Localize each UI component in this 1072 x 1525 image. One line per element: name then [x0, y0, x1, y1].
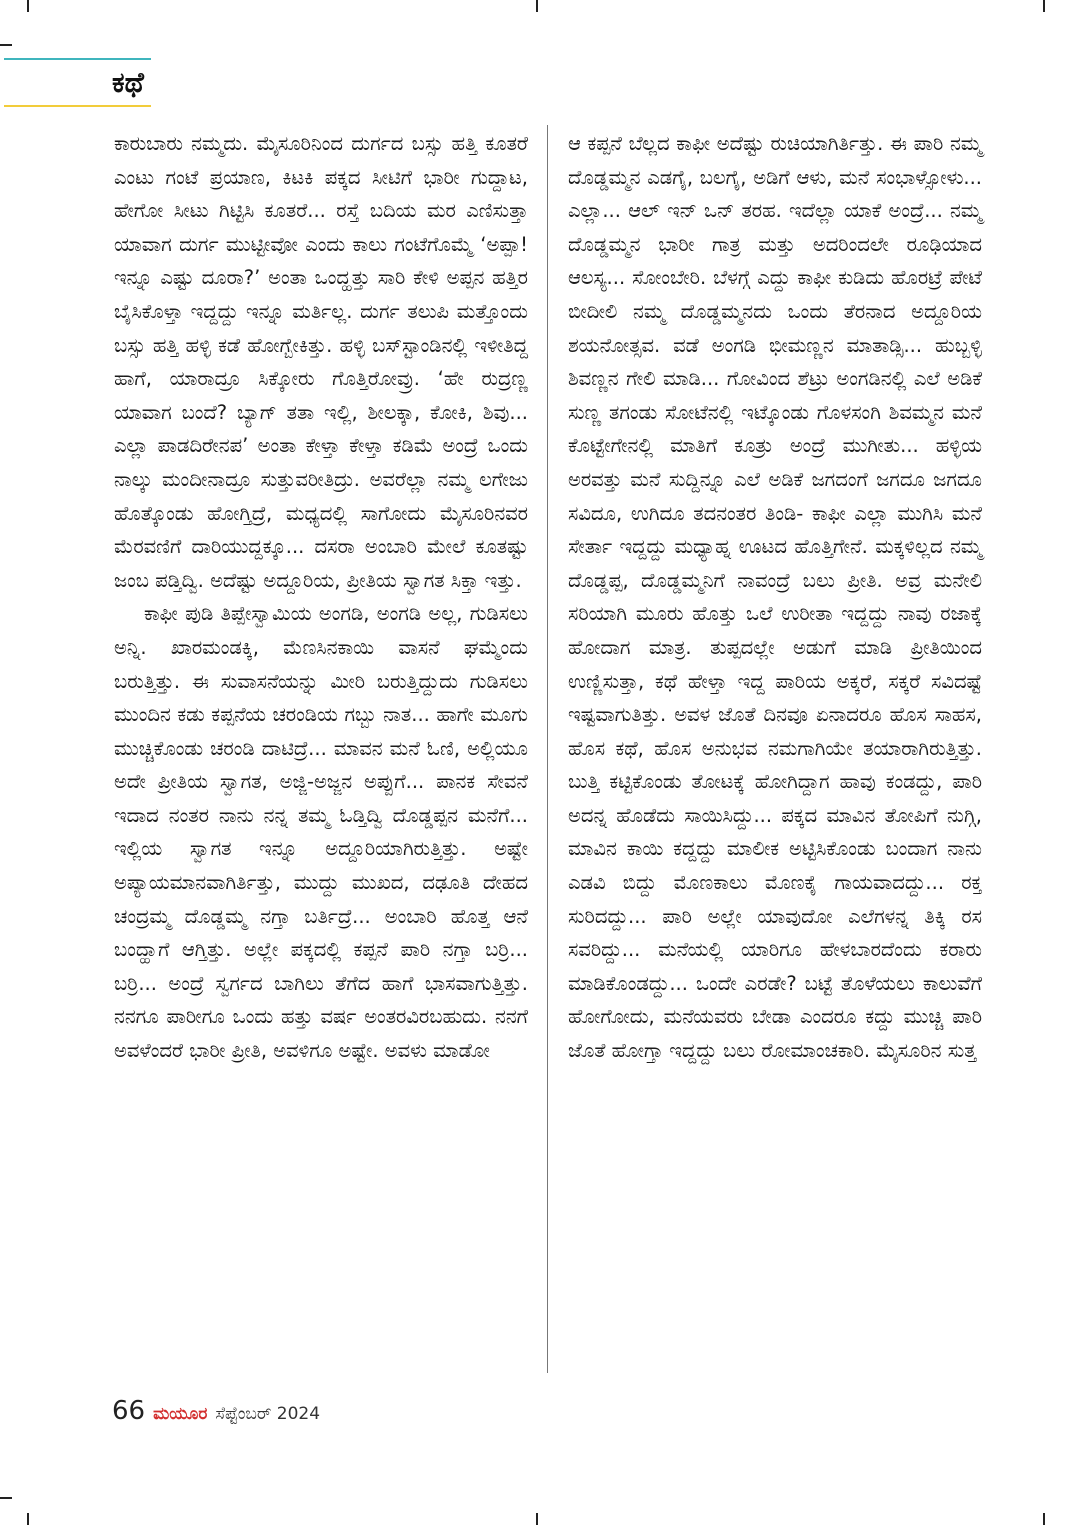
- magazine-logo: ಮಯೂರ: [153, 1404, 208, 1424]
- page-number: 66: [112, 1396, 146, 1426]
- article-column-right: [568, 127, 982, 1068]
- crop-mark: [27, 0, 29, 12]
- article-column-left: [114, 127, 528, 1068]
- paragraph: ಆ ಕಪ್ಪನೆ ಬೆಲ್ಲದ ಕಾಫೀ ಅದೆಷ್ಟು ರುಚಿಯಾಗಿರ್ತಿತ್ತು. ಈ ಪಾರಿ ನಮ್ಮ ದೊಡ್ಡಮ್ಮನ ಎಡಗೈ, ಬಲಗೈ, ಅಡಿಗೆ ಆಳು, ಮನೆ ಸಂಭಾಳ್ಸೋಳು... ಎಲ್ಲಾ... ಆಲ್ ಇನ್ ಒನ್ ತರಹ. ಇದೆಲ್ಲಾ ಯಾಕೆ ಅಂದ್ರೆ... ನಮ್ಮ ದೊಡ್ಡಮ್ಮನ ಭಾರೀ ಗಾತ್ರ ಮತ್ತು ಅದರಿಂದಲೇ ರೂಢಿಯಾದ ಆಲಸ್ಯ... ಸೋಂಬೇರಿ. ಬೆಳಗ್ಗೆ ಎದ್ದು ಕಾಫೀ ಕುಡಿದು ಹೊರಟ್ರೆ ಪೇಟೆ ಬೀದೀಲಿ ನಮ್ಮ ದೊಡ್ಡಮ್ಮನದು ಒಂದು ತೆರನಾದ ಅದ್ದೂರಿಯ ಶಯನೋತ್ಸವ. ವಡೆ ಅಂಗಡಿ ಭೀಮಣ್ಣನ ಮಾತಾಡ್ಸಿ... ಹುಬ್ಬಳ್ಳಿ ಶಿವಣ್ಣನ ಗೇಲಿ ಮಾಡಿ... ಗೋವಿಂದ ಶೆಟ್ರು ಅಂಗಡಿನಲ್ಲಿ ಎಲೆ ಅಡಿಕೆ ಸುಣ್ಣ ತಗಂಡು ಸೋಟೆನಲ್ಲಿ ಇಟ್ಕೊಂಡು ಗೊಳಸಂಗಿ ಶಿವಮ್ಮನ ಮನೆ ಕೊಟ್ಟೇಗೇನಲ್ಲಿ ಮಾತಿಗೆ ಕೂತ್ರು ಅಂದ್ರೆ ಮುಗೀತು... ಹಳ್ಳಿಯ ಅರವತ್ತು ಮನೆ ಸುದ್ದಿನ್ನೂ ಎಲೆ ಅಡಿಕೆ ಜಗದಂಗೆ ಜಗದೂ ಜಗದೂ ಸವಿದೂ, ಉಗಿದೂ ತದನಂತರ ತಿಂಡಿ- ಕಾಫೀ ಎಲ್ಲಾ ಮುಗಿಸಿ ಮನೆ ಸೇರ್ತಾ ಇದ್ದದ್ದು ಮಧ್ಯಾಹ್ನ ಊಟದ ಹೊತ್ತಿಗೇನೆ. ಮಕ್ಕಳಿಲ್ಲದ ನಮ್ಮ ದೊಡ್ಡಪ್ಪ, ದೊಡ್ಡಮ್ಮನಿಗೆ ನಾವಂದ್ರೆ ಬಲು ಪ್ರೀತಿ. ಅವ್ರ ಮನೇಲಿ ಸರಿಯಾಗಿ ಮೂರು ಹೊತ್ತು ಒಲೆ ಉರೀತಾ ಇದ್ದದ್ದು ನಾವು ರಜಾಕ್ಕೆ ಹೋದಾಗ ಮಾತ್ರ. ತುಪ್ಪದಲ್ಲೇ ಅಡುಗೆ ಮಾಡಿ ಪ್ರೀತಿಯಿಂದ ಉಣ್ಣಿಸುತ್ತಾ, ಕಥೆ ಹೇಳ್ತಾ ಇದ್ದ ಪಾರಿಯ ಅಕ್ಕರೆ, ಸಕ್ಕರೆ ಸವಿದಷ್ಟೆ ಇಷ್ಟವಾಗುತಿತ್ತು. ಅವಳ ಜೊತೆ ದಿನವೂ ಏನಾದರೂ ಹೊಸ ಸಾಹಸ, ಹೊಸ ಕಥೆ, ಹೊಸ ಅನುಭವ ನಮಗಾಗಿಯೇ ತಯಾರಾಗಿರುತ್ತಿತ್ತು. ಬುತ್ತಿ ಕಟ್ಟಿಕೊಂಡು ತೋಟಕ್ಕೆ ಹೋಗಿದ್ದಾಗ ಹಾವು ಕಂಡದ್ದು, ಪಾರಿ ಅದನ್ನ ಹೊಡೆದು ಸಾಯಿಸಿದ್ದು... ಪಕ್ಕದ ಮಾವಿನ ತೋಪಿಗೆ ನುಗ್ಗಿ, ಮಾವಿನ ಕಾಯಿ ಕದ್ದದ್ದು ಮಾಲೀಕ ಅಟ್ಟಿಸಿಕೊಂಡು ಬಂದಾಗ ನಾನು ಎಡವಿ ಬಿದ್ದು ಮೊಣಕಾಲು ಮೊಣಕೈ ಗಾಯವಾದದ್ದು... ರಕ್ತ ಸುರಿದದ್ದು... ಪಾರಿ ಅಲ್ಲೇ ಯಾವುದೋ ಎಲೆಗಳನ್ನ ತಿಕ್ಕಿ ರಸ ಸವರಿದ್ದು... ಮನೆಯಲ್ಲಿ ಯಾರಿಗೂ ಹೇಳಬಾರದೆಂದು ಕರಾರು ಮಾಡಿಕೊಂಡದ್ದು... ಒಂದೇ ಎರಡೇ? ಬಟ್ಟೆ ತೊಳೆಯಲು ಕಾಲುವೆಗೆ ಹೋಗೋದು, ಮನೆಯವರು ಬೇಡಾ ಎಂದರೂ ಕದ್ದು ಮುಚ್ಚಿ ಪಾರಿ ಜೊತೆ ಹೋಗ್ತಾ ಇದ್ದದ್ದು ಬಲು ರೋಮಾಂಚಕಾರಿ. ಮೈಸೂರಿನ ಸುತ್ತ: [568, 132, 982, 1063]
- crop-mark: [1043, 1513, 1045, 1525]
- header-rule-teal: [4, 58, 151, 60]
- header-rule-yellow: [4, 105, 151, 107]
- crop-mark: [536, 1513, 538, 1525]
- page-footer: [112, 1396, 320, 1428]
- paragraph: ಕಾರುಬಾರು ನಮ್ಮದು. ಮೈಸೂರಿನಿಂದ ದುರ್ಗದ ಬಸ್ಸು ಹತ್ತಿ ಕೂತರೆ ಎಂಟು ಗಂಟೆ ಪ್ರಯಾಣ, ಕಿಟಕಿ ಪಕ್ಕದ ಸೀಟಿಗೆ ಭಾರೀ ಗುದ್ದಾಟ, ಹೇಗೋ ಸೀಟು ಗಿಟ್ಟಿಸಿ ಕೂತರೆ... ರಸ್ತೆ ಬದಿಯ ಮರ ಎಣಿಸುತ್ತಾ ಯಾವಾಗ ದುರ್ಗ ಮುಟ್ಟೀವೋ ಎಂದು ಕಾಲು ಗಂಟೆಗೊಮ್ಮೆ ‘ಅಪ್ಪಾ! ಇನ್ನೂ ಎಷ್ಟು ದೂರಾ?’ ಅಂತಾ ಒಂದ್ಹತ್ತು ಸಾರಿ ಕೇಳಿ ಅಪ್ಪನ ಹತ್ತಿರ ಬೈಸಿಕೊಳ್ತಾ ಇದ್ದದ್ದು ಇನ್ನೂ ಮರ್ತಿಲ್ಲ. ದುರ್ಗ ತಲುಪಿ ಮತ್ತೊಂದು ಬಸ್ಸು ಹತ್ತಿ ಹಳ್ಳಿ ಕಡೆ ಹೋಗ್ಬೇಕಿತ್ತು. ಹಳ್ಳಿ ಬಸ್‌ಸ್ಟಾಂಡಿನಲ್ಲಿ ಇಳೀತಿದ್ದ ಹಾಗೆ, ಯಾರಾದ್ರೂ ಸಿಕ್ಕೋರು ಗೊತ್ತಿರೋವ್ರು. ‘ಹೇ ರುದ್ರಣ್ಣ ಯಾವಾಗ ಬಂದೆ? ಬ್ಯಾಗ್ ತತಾ ಇಲ್ಲಿ, ಶೀಲಕ್ಕಾ, ಕೋಕಿ, ಶಿವು... ಎಲ್ಲಾ ಪಾಡದಿರೇನಪ’ ಅಂತಾ ಕೇಳ್ತಾ ಕೇಳ್ತಾ ಕಡಿಮೆ ಅಂದ್ರೆ ಒಂದು ನಾಲ್ಕು ಮಂದೀನಾದ್ರೂ ಸುತ್ತುವರೀತಿದ್ರು. ಅವರೆಲ್ಲಾ ನಮ್ಮ ಲಗೇಜು ಹೊತ್ಕೊಂಡು ಹೋಗ್ತಿದ್ರೆ, ಮಧ್ಯದಲ್ಲಿ ಸಾಗೋದು ಮೈಸೂರಿನವರ ಮೆರವಣಿಗೆ ದಾರಿಯುದ್ದಕ್ಕೂ... ದಸರಾ ಅಂಬಾರಿ ಮೇಲೆ ಕೂತಷ್ಟು ಜಂಬ ಪಡ್ತಿದ್ವಿ. ಅದೆಷ್ಟು ಅದ್ದೂರಿಯ, ಪ್ರೀತಿಯ ಸ್ವಾಗತ ಸಿಕ್ತಾ ಇತ್ತು.: [114, 132, 528, 592]
- column-divider: [547, 125, 548, 1373]
- section-title: ಕಥೆ: [112, 66, 144, 99]
- crop-mark: [536, 0, 538, 12]
- crop-mark: [0, 1497, 12, 1499]
- crop-mark: [0, 44, 12, 46]
- crop-mark: [1043, 0, 1045, 12]
- issue-date: ಸೆಪ್ಟೆಂಬರ್ 2024: [215, 1404, 321, 1424]
- crop-mark: [27, 1513, 29, 1525]
- paragraph: ಕಾಫೀ ಪುಡಿ ತಿಪ್ಪೇಸ್ವಾಮಿಯ ಅಂಗಡಿ, ಅಂಗಡಿ ಅಲ್ಲ, ಗುಡಿಸಲು ಅನ್ನಿ. ಖಾರಮಂಡಕ್ಕಿ, ಮೆಣಸಿನಕಾಯಿ ವಾಸನೆ ಘಮ್ಮೆಂದು ಬರುತ್ತಿತ್ತು. ಈ ಸುವಾಸನೆಯನ್ನು ಮೀರಿ ಬರುತ್ತಿದ್ದುದು ಗುಡಿಸಲು ಮುಂದಿನ ಕಡು ಕಪ್ಪನೆಯ ಚರಂಡಿಯ ಗಬ್ಬು ನಾತ... ಹಾಗೇ ಮೂಗು ಮುಚ್ಚಿಕೊಂಡು ಚರಂಡಿ ದಾಟಿದ್ರೆ... ಮಾವನ ಮನೆ ಓಣಿ, ಅಲ್ಲಿಯೂ ಅದೇ ಪ್ರೀತಿಯ ಸ್ವಾಗತ, ಅಜ್ಜಿ-ಅಜ್ಜನ ಅಪ್ಪುಗೆ... ಪಾನಕ ಸೇವನೆ ಇದಾದ ನಂತರ ನಾನು ನನ್ನ ತಮ್ಮ ಓಡ್ತಿದ್ವಿ ದೊಡ್ಡಪ್ಪನ ಮನೆಗೆ... ಇಲ್ಲಿಯ ಸ್ವಾಗತ ಇನ್ನೂ ಅದ್ದೂರಿಯಾಗಿರುತ್ತಿತ್ತು. ಅಷ್ಟೇ ಅಪ್ಯಾಯಮಾನವಾಗಿರ್ತಿತ್ತು, ಮುದ್ದು ಮುಖದ, ದಢೂತಿ ದೇಹದ ಚಂದ್ರಮ್ಮ ದೊಡ್ಡಮ್ಮ ನಗ್ತಾ ಬರ್ತಿದ್ರೆ... ಅಂಬಾರಿ ಹೊತ್ತ ಆನೆ ಬಂದ್ಹಾಗೆ ಆಗ್ತಿತ್ತು. ಅಲ್ಲೇ ಪಕ್ಕದಲ್ಲಿ ಕಪ್ಪನೆ ಪಾರಿ ನಗ್ತಾ ಬರ್ರಿ... ಬರ್ರಿ... ಅಂದ್ರೆ ಸ್ವರ್ಗದ ಬಾಗಿಲು ತೆಗೆದ ಹಾಗೆ ಭಾಸವಾಗುತ್ತಿತ್ತು. ನನಗೂ ಪಾರೀಗೂ ಒಂದು ಹತ್ತು ವರ್ಷ ಅಂತರವಿರಬಹುದು. ನನಗೆ ಅವಳೆಂದರೆ ಭಾರೀ ಪ್ರೀತಿ, ಅವಳಿಗೂ ಅಷ್ಟೇ. ಅವಳು ಮಾಡೋ: [114, 602, 528, 1063]
